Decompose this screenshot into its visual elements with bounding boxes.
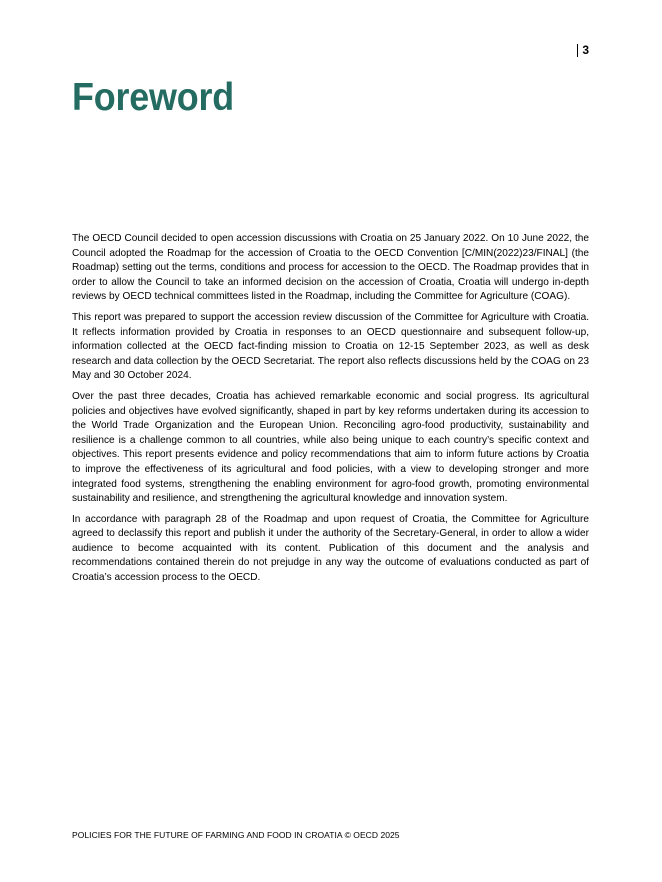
paragraph: Over the past three decades, Croatia has achieved remarkable economic and social progress. Its agricultural policies and objectives have evolved significantly, shaped in part by key reforms undertaken during its accession to the World Trade Organization and the European Union. Reconciling agro-food productivity, sustainability and resilience is a challenge common to all countries, while also being unique to each country’s specific context and objectives. This report presents evidence and policy recommendations that aim to inform future actions by Croatia to improve the effectiveness of its agricultural and food policies, with a view to developing stronger and more integrated food systems, strengthening the enabling environment for agro-food growth, promoting environmental sustainability and resilience, and strengthening the agricultural knowledge and innovation system.	[72, 390, 589, 505]
page-number	[577, 43, 589, 57]
paragraph: The OECD Council decided to open accession discussions with Croatia on 25 January 2022. On 10 June 2022, the Council adopted the Roadmap for the accession of Croatia to the OECD Convention [C/MIN(2022)23/FINAL] (the Roadmap) setting out the terms, conditions and process for accession to the OECD. The Roadmap provides that in order to allow the Council to take an informed decision on the accession of Croatia, Croatia will undergo in-depth reviews by OECD technical committees listed in the Roadmap, including the Committee for Agriculture (COAG).	[72, 233, 589, 303]
page-title: Foreword	[72, 76, 234, 119]
page-number-separator	[577, 44, 578, 57]
paragraph: In accordance with paragraph 28 of the Roadmap and upon request of Croatia, the Committee for Agriculture agreed to declassify this report and publish it under the authority of the Secretary-General, in order to allow a wider audience to become acquainted with its content. Publication of this document and the analysis and recommendations contained therein do not prejudge in any way the outcome of evaluations conducted as part of Croatia’s accession process to the OECD.	[72, 513, 589, 584]
page-number-value: 3	[582, 43, 589, 57]
page-footer: POLICIES FOR THE FUTURE OF FARMING AND FOOD IN CROATIA © OECD 2025	[72, 830, 400, 840]
paragraph: This report was prepared to support the accession review discussion of the Committee for Agriculture with Croatia. It reflects information provided by Croatia in responses to an OECD questionnaire and subsequent follow-up, information collected at the OECD fact-finding mission to Croatia on 12-15 September 2023, as well as desk research and data collection by the OECD Secretariat. The report also reflects discussions held by the COAG on 23 May and 30 October 2024.	[72, 311, 589, 382]
foreword-body	[72, 232, 589, 592]
